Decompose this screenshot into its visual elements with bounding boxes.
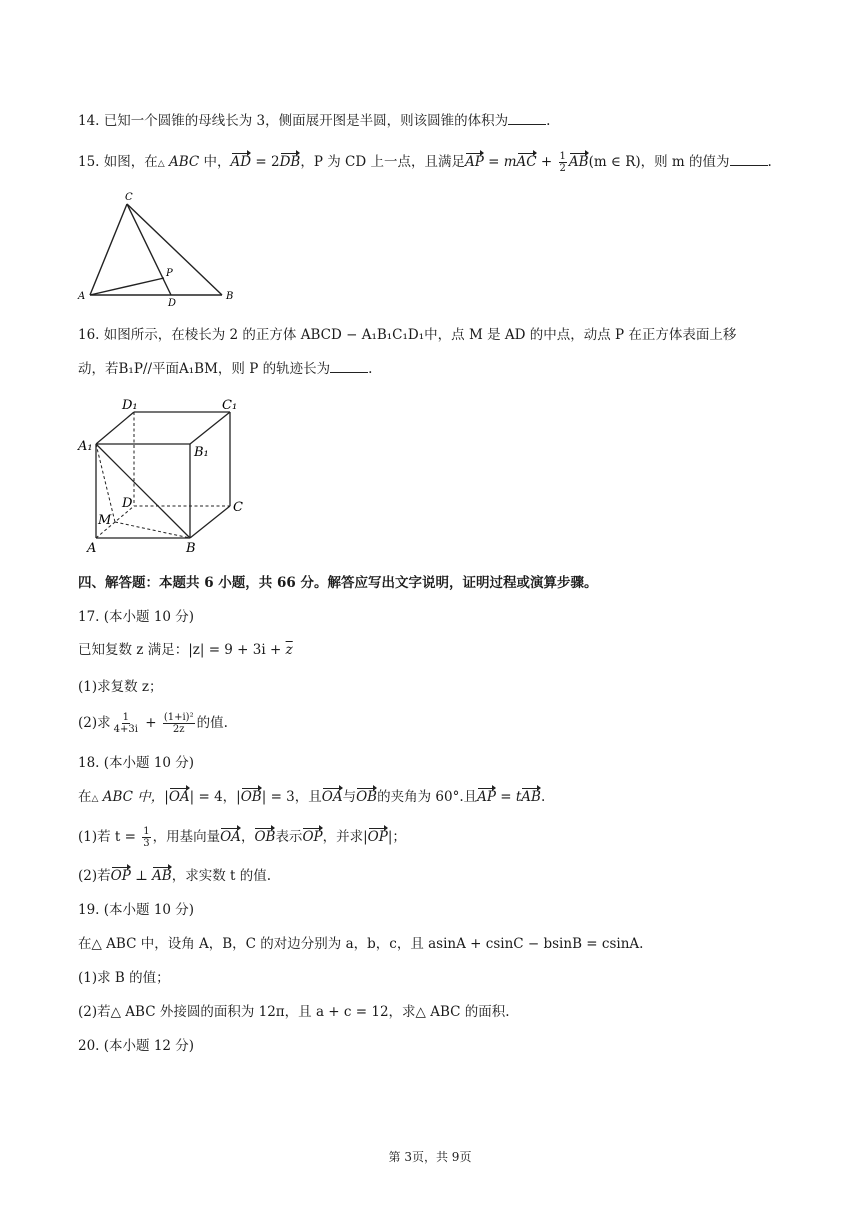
question-16-line-2: 动，若B₁P//平面A₁BM，则 P 的轨迹长为 . xyxy=(78,361,373,377)
answer-blank xyxy=(730,153,768,166)
vector-ad: AD xyxy=(230,154,252,170)
page-number: 第 3页，共 9页 xyxy=(388,1150,472,1164)
label-a1: A₁ xyxy=(78,439,93,454)
question-19-head: 19. (本小题 10 分) xyxy=(78,902,195,918)
vector-ab: AB xyxy=(568,154,589,170)
label-d1: D₁ xyxy=(122,398,138,413)
question-17-part-1: (1)求复数 z； xyxy=(78,679,163,695)
label-d: D xyxy=(122,496,133,511)
question-18-part-2: (2)若OP ⊥ AB，求实数 t 的值. xyxy=(78,868,272,884)
vector-db: DB xyxy=(279,154,301,170)
label-b: B xyxy=(226,291,234,302)
question-20-head: 20. (本小题 12 分) xyxy=(78,1038,195,1054)
question-17-stem: 已知复数 z 满足：$|z| = 9 + 3i + \overline{z}$ xyxy=(78,642,293,658)
segment-mb xyxy=(115,522,190,538)
question-16-line-1: 16. 如图所示，在棱长为 2 的正方体 ABCD − A₁B₁C₁D₁中，点 M 是 AD 的中点，动点 P 在正方体表面上移 xyxy=(78,327,737,343)
segment-a1m xyxy=(96,444,115,522)
question-19-part-2: (2)若△ ABC 外接圆的面积为 12π，且 a + c = 12，求△ ABC 的面积. xyxy=(78,1004,510,1020)
fraction-half: $\frac{1}{2}$ xyxy=(559,151,566,174)
label-d: D xyxy=(168,298,177,306)
label-c1: C₁ xyxy=(222,398,238,413)
answer-blank xyxy=(330,360,368,373)
question-19-stem: 在△ ABC 中，设角 A，B，C 的对边分别为 a，b，c，且 asinA + csinC − bsinB = csinA. xyxy=(78,936,644,952)
answer-blank xyxy=(508,112,546,125)
question-17-part-2: (2)求 $\frac{1}{4+3i}$ + $\frac{\text{(1+i)²}}{2z}$ 的值. xyxy=(78,712,228,735)
segment-ap xyxy=(90,278,164,295)
edge-cb xyxy=(127,204,222,295)
question-19-part-1: (1)求 B 的值； xyxy=(78,970,170,986)
label-a: A xyxy=(87,541,97,556)
cube-figure xyxy=(76,392,256,560)
q14-text: 14. 已知一个圆锥的母线长为 3，侧面展开图是半圆，则该圆锥的体积为 xyxy=(78,113,509,129)
question-18-head: 18. (本小题 10 分) xyxy=(78,755,195,771)
z-conjugate: $\overline{z}$ xyxy=(285,642,293,658)
label-a: A xyxy=(78,291,86,302)
question-17-head: 17. (本小题 10 分) xyxy=(78,609,195,625)
label-c: C xyxy=(233,500,243,515)
label-b: B xyxy=(186,541,196,556)
label-p: P xyxy=(166,268,173,279)
question-18-part-1: (1)若 t = $\frac{1}{3}$ ，用基向量OA，OB表示OP，并求|OP|； xyxy=(78,826,406,849)
question-15: 15. 如图，在△ ABC 中，AD = 2DB，P 为 CD 上一点，且满足AP = mAC + $\frac{1}{2}$ AB(m ∈ R)，则 m 的值为 . xyxy=(78,151,772,174)
label-m: M xyxy=(98,513,112,528)
vector-ac: AC xyxy=(516,154,537,170)
section-heading: 四、解答题：本题共 6 小题，共 66 分。解答应写出文字说明，证明过程或演算步骤。 xyxy=(78,575,598,591)
vector-ap: AP xyxy=(464,154,484,170)
question-18-stem: 在△ ABC 中，|OA| = 4，|OB| = 3，且OA与OB的夹角为 60°.且AP = tAB. xyxy=(78,789,546,805)
triangle-figure xyxy=(72,188,242,306)
question-14: 14. 已知一个圆锥的母线长为 3，侧面展开图是半圆，则该圆锥的体积为 . xyxy=(78,113,551,129)
label-b1: B₁ xyxy=(194,445,209,460)
edge-ac xyxy=(90,204,127,295)
label-c: C xyxy=(125,192,133,203)
